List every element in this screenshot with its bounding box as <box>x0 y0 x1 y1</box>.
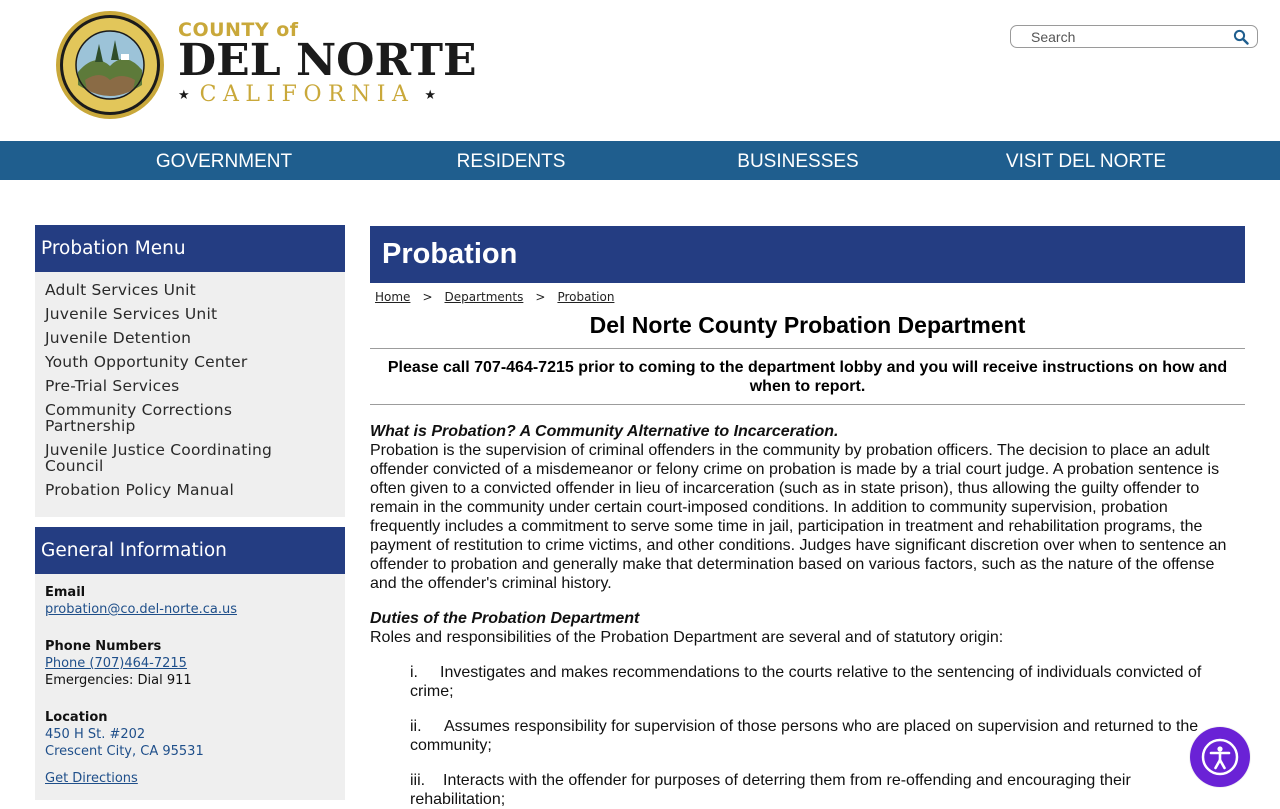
general-information-body <box>35 574 345 797</box>
duty-number: ii. <box>410 718 422 735</box>
menu-item-juvenile-detention[interactable]: Juvenile Detention <box>45 329 192 347</box>
nav-residents[interactable]: RESIDENTS <box>456 151 566 172</box>
duties-intro: Roles and responsibilities of the Probation Department are several and of statutory origin: <box>370 629 1004 646</box>
logo-del-norte: DEL NORTE <box>178 35 477 86</box>
duties-heading: Duties of the Probation Department <box>370 610 640 627</box>
divider <box>370 404 1245 405</box>
general-information-panel <box>35 527 345 800</box>
menu-item-youth-opportunity-center[interactable]: Youth Opportunity Center <box>45 353 248 371</box>
email-link[interactable]: probation@co.del-norte.ca.us <box>45 602 237 617</box>
breadcrumb-separator: > <box>535 290 546 304</box>
menu-item-juvenile-justice-council[interactable]: Juvenile Justice Coordinating Council <box>45 441 273 475</box>
menu-item-pre-trial-services[interactable]: Pre-Trial Services <box>45 377 180 395</box>
logo-county-of: COUNTY of <box>178 19 299 41</box>
duties-section <box>370 609 1240 647</box>
location-label: Location <box>45 710 108 725</box>
duty-number: i. <box>410 664 418 681</box>
address-line-2: Crescent City, CA 95531 <box>45 744 204 759</box>
probation-menu-title: Probation Menu <box>35 225 345 272</box>
duty-text: Interacts with the offender for purposes of deterring them from re-offending and encouraging their rehabilitation; <box>410 772 1131 808</box>
search-icon[interactable] <box>1233 29 1249 45</box>
get-directions-link[interactable]: Get Directions <box>45 771 138 786</box>
search-box <box>1010 25 1258 48</box>
county-wordmark[interactable] <box>178 18 477 108</box>
menu-item-adult-services[interactable]: Adult Services Unit <box>45 281 196 299</box>
star-icon: ★ <box>424 87 437 102</box>
what-is-probation-heading: What is Probation? A Community Alternative to Incarceration. <box>370 423 839 440</box>
nav-government[interactable]: GOVERNMENT <box>155 151 293 172</box>
logo-california: CALIFORNIA <box>199 82 415 107</box>
accessibility-button[interactable] <box>1190 727 1250 787</box>
duty-text: Investigates and makes recommendations to the courts relative to the sentencing of individuals convicted of crime; <box>410 664 1202 700</box>
what-is-probation-body: Probation is the supervision of criminal offenders in the community by probation officers. The decision to place an adult offender convicted of a misdemeanor or felony crime on probation is made by a trial court judge. A probation sentence is often given to a convicted offender in lieu of incarceration (such as in state prison), thus allowing the guilty offender to remain in the community under certain court-imposed conditions. In addition to community supervision, probation frequently includes a commitment to serve some time in jail, participation in treatment and rehabilitation programs, the payment of restitution to crime victims, and other conditions. Judges have significant discretion over when to sentence an offender to probation and generally make that determination based on various factors, such as the nature of the offense and the offender's criminal history. <box>370 442 1227 592</box>
breadcrumb-departments[interactable]: Departments <box>444 290 524 304</box>
menu-item-policy-manual[interactable]: Probation Policy Manual <box>45 481 234 499</box>
breadcrumb-home[interactable]: Home <box>375 290 411 304</box>
breadcrumb <box>375 290 614 304</box>
phone-label: Phone Numbers <box>45 639 162 654</box>
duty-number: iii. <box>410 772 426 789</box>
department-title: Del Norte County Probation Department <box>589 312 1026 338</box>
site-header <box>0 0 1280 141</box>
address-line-1: 450 H St. #202 <box>45 727 146 742</box>
duty-item <box>410 717 1220 755</box>
logo-california-row <box>178 82 477 108</box>
emergency-text: Emergencies: Dial 911 <box>45 673 192 688</box>
nav-visit-del-norte[interactable]: VISIT DEL NORTE <box>1005 151 1167 172</box>
probation-menu-list <box>35 272 345 520</box>
search-input[interactable] <box>1019 28 1241 46</box>
county-seal-logo[interactable] <box>55 10 165 120</box>
duty-text: Assumes responsibility for supervision of those persons who are placed on supervision and returned to the community; <box>410 718 1199 754</box>
breadcrumb-probation[interactable]: Probation <box>557 290 615 304</box>
accessibility-icon <box>1190 727 1250 787</box>
probation-menu-panel <box>35 225 345 517</box>
menu-item-juvenile-services[interactable]: Juvenile Services Unit <box>45 305 218 323</box>
breadcrumb-separator: > <box>422 290 433 304</box>
page-title: Probation <box>370 226 1245 283</box>
what-is-probation-section <box>370 422 1240 593</box>
duty-item <box>410 771 1220 809</box>
lobby-notice: Please call 707-464-7215 prior to coming to the department lobby and you will receive instructions on how and when to report. <box>387 359 1228 395</box>
main-navigation <box>0 141 1280 180</box>
divider <box>370 348 1245 349</box>
duty-item <box>410 663 1220 701</box>
menu-item-community-corrections[interactable]: Community Corrections Partnership <box>45 401 233 435</box>
nav-businesses[interactable]: BUSINESSES <box>737 151 859 172</box>
phone-link[interactable]: Phone (707)464-7215 <box>45 656 187 671</box>
star-icon: ★ <box>178 87 190 102</box>
general-information-title: General Information <box>35 527 345 574</box>
email-label: Email <box>45 585 86 600</box>
